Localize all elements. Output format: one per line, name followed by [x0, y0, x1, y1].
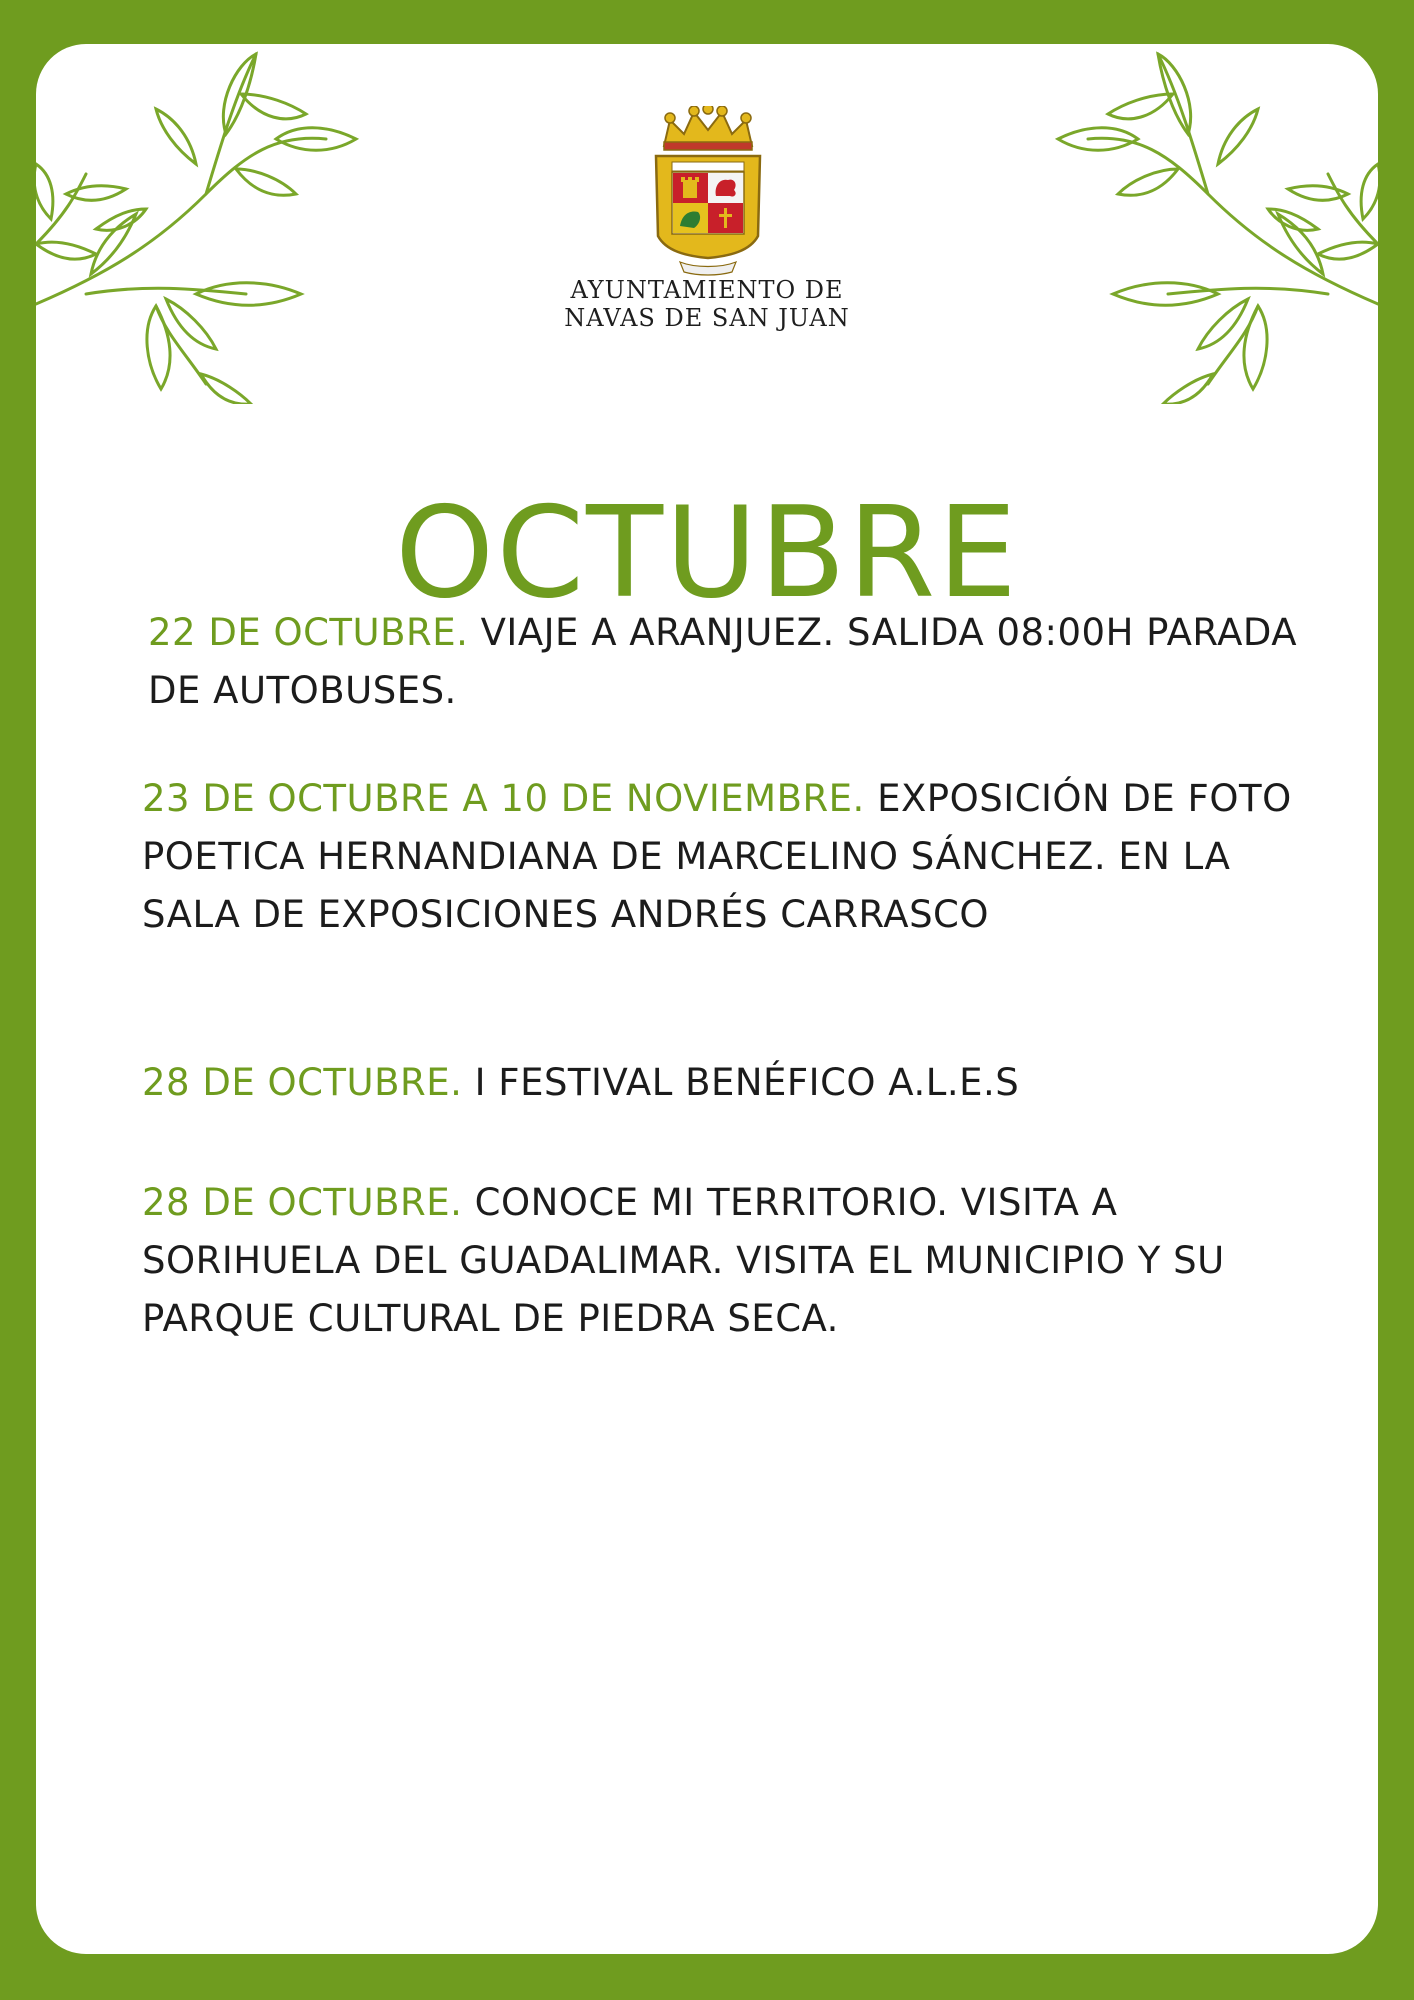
event-2 [142, 770, 1292, 944]
event-1 [148, 604, 1298, 720]
event-2-date: 23 DE OCTUBRE A 10 DE NOVIEMBRE. [142, 777, 865, 820]
poster-card [36, 44, 1378, 1954]
leaf-branch-left-icon [36, 44, 366, 404]
event-1-text: VIAJE A ARANJUEZ. SALIDA 08:00H PARADA DE AUTOBUSES. [148, 611, 1298, 712]
organization-line-1: AYUNTAMIENTO DE [570, 276, 844, 304]
event-4 [142, 1174, 1292, 1348]
page-title: OCTUBRE [395, 479, 1019, 627]
event-2-text: EXPOSICIÓN DE FOTO POETICA HERNANDIANA DE MARCELINO SÁNCHEZ. EN LA SALA DE EXPOSICIONES ANDRÉS CARRASCO [142, 777, 1292, 936]
event-1-date: 22 DE OCTUBRE. [148, 611, 469, 654]
event-3-date: 28 DE OCTUBRE. [142, 1061, 463, 1104]
event-3-text: I FESTIVAL BENÉFICO A.L.E.S [474, 1061, 1020, 1104]
coat-of-arms-icon [650, 106, 766, 276]
organization-line-2: NAVAS DE SAN JUAN [564, 304, 850, 332]
leaf-branch-right-icon [1048, 44, 1378, 404]
event-4-date: 28 DE OCTUBRE. [142, 1181, 463, 1224]
organization-name [436, 276, 978, 332]
event-4-text: CONOCE MI TERRITORIO. VISITA A SORIHUELA DEL GUADALIMAR. VISITA EL MUNICIPIO Y SU PARQUE CULTURAL DE PIEDRA SECA. [142, 1181, 1225, 1340]
event-3 [142, 1054, 1292, 1112]
